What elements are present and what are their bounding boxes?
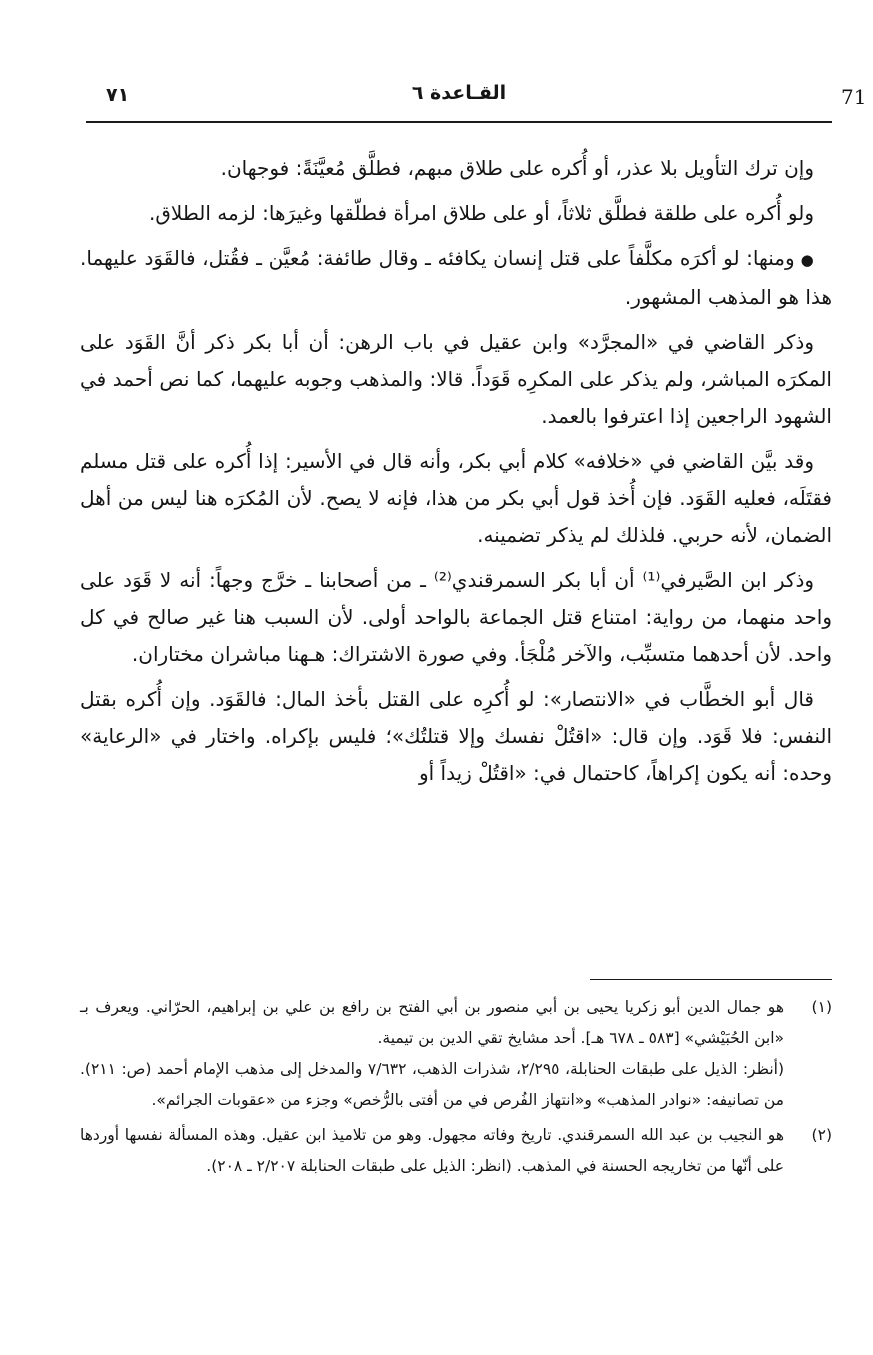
running-title: القـاعدة ٦ (411, 82, 507, 104)
paragraph-text: ومنها: لو أكرَه مكلَّفاً على قتل إنسان يكافئه ـ وقال طائفة: مُعيَّن ـ فقُتل، فالقَوَد عليهما. هذا هو المذهب المشهور. (80, 246, 832, 309)
page-number-arabic: ٧١ (106, 84, 130, 106)
footnote-body (80, 1120, 784, 1182)
footnote (80, 992, 832, 1116)
page-header (86, 82, 867, 122)
footnote-text: هو النجيب بن عبد الله السمرقندي. تاريخ وفاته مجهول. وهو من تلاميذ ابن عقيل. وهذه المسألة نفسها أوردها على أنّها من تخاريجه الحسنة في المذهب. (انظر: الذيل على طبقات الحنابلة ٢/٢٠٧ ـ ٢٠٨). (80, 1126, 784, 1175)
footnote-number: (٢) (811, 1126, 832, 1144)
page-number-latin: 71 (841, 85, 867, 109)
bullet-icon: ● (800, 251, 814, 269)
footnote-text: (أنظر: الذيل على طبقات الحنابلة، ٢/٢٩٥، شذرات الذهب، ٧/٦٣٢ والمدخل إلى مذهب الإمام أحمد (ص: ٢١١). من تصانيفه: «نوادر المذهب» و«انتهاز الفُرص في من أفتى بالرُّخص» وجزء من «عقوبات الجرائم». (80, 1060, 784, 1109)
paragraph: قال أبو الخطَّاب في «الانتصار»: لو أُكرِه على القتل بأخذ المال: فالقَوَد. وإن أُكره بقتل النفس: فلا قَوَد. وإن قال: «اقتُلْ نفسك وإلا قتلتُك»؛ فليس بإكراه. واختار في «الرعاية» وحده: أنه يكون إكراهاً، كاحتمال في: «اقتُلْ زيداً أو (80, 687, 832, 785)
header-rule (86, 121, 832, 123)
paragraph: وذكر القاضي في «المجرَّد» وابن عقيل في باب الرهن: أن أبا بكر ذكر أنَّ القَوَد على المكرَه المباشر، ولم يذكر على المكرِه قَوَداً. قالا: والمذهب وجوبه عليهما، كما نص أحمد في الشهود الراجعين إذا اعترفوا بالعمد. (80, 330, 832, 428)
footnote (80, 1120, 832, 1182)
main-text (80, 150, 832, 800)
paragraph (80, 240, 832, 316)
footnote-number: (١) (811, 998, 832, 1016)
footnotes (80, 992, 832, 1186)
paragraph: وذكر ابن الصَّيرفي⁽¹⁾ أن أبا بكر السمرقندي⁽²⁾ ـ من أصحابنا ـ خرَّج وجهاً: أنه لا قَوَد على واحد منهما، من رواية: امتناع قتل الجماعة بالواحد أولى. لأن السبب هنا غير صالح في كل واحد. لأن أحدهما متسبِّب، والآخر مُلْجَأ. وفي صورة الاشتراك: هـهنا مباشران مختاران. (80, 568, 832, 666)
footnote-rule (590, 979, 832, 980)
paragraph: ولو أُكره على طلقة فطلَّق ثلاثاً، أو على طلاق امرأة فطلّقها وغيرَها: لزمه الطلاق. (149, 201, 814, 225)
footnote-body (80, 992, 784, 1116)
paragraph: وقد بيَّن القاضي في «خلافه» كلام أبي بكر، وأنه قال في الأسير: إذا أُكره على قتل مسلم فقتَلَه، فعليه القَوَد. فإن أُخذ قول أبي بكر من هذا، فإنه لا يصح. لأن المُكرَه هنا ليس من أهل الضمان، لأنه حربي. فلذلك لم يذكر تضمينه. (80, 449, 832, 547)
paragraph: وإن ترك التأويل بلا عذر، أو أُكره على طلاق مبهم، فطلَّق مُعيَّنَةً: فوجهان. (220, 156, 814, 180)
footnote-text: هو جمال الدين أبو زكريا يحيى بن أبي منصور بن أبي الفتح بن رافع بن علي بن إبراهيم، الحرّاني. ويعرف بـ «ابن الحُبَيْشي» [٥٨٣ ـ ٦٧٨ هـ]. أحد مشايخ تقي الدين بن تيمية. (80, 998, 784, 1047)
